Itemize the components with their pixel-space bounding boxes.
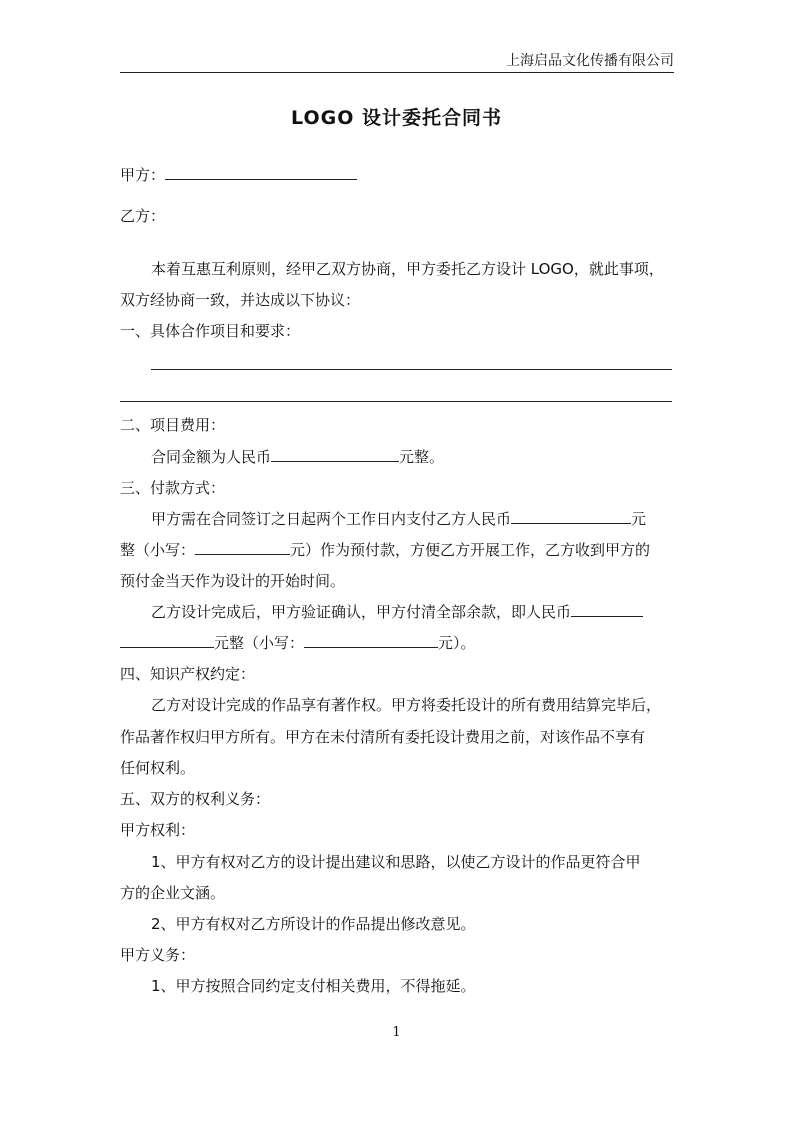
party-b-label: 乙方： bbox=[120, 207, 166, 225]
section-2-heading: 二、项目费用： bbox=[120, 416, 226, 434]
prepay-text: 甲方需在合同签订之日起两个工作日内支付乙方人民币 bbox=[151, 510, 512, 528]
right-1-line-2: 方的企业文涵。 bbox=[120, 884, 226, 902]
ip-line-2: 作品著作权归甲方所有。甲方在未付清所有委托设计费用之前，对该作品不享有 bbox=[120, 728, 646, 746]
balance-small-suffix: 元）。 bbox=[438, 634, 476, 652]
header-divider bbox=[120, 72, 674, 73]
balance-small-label: 元整（小写： bbox=[214, 634, 305, 652]
balance-text: 乙方设计完成后，甲方验证确认，甲方付清全部余款，即人民币 bbox=[151, 603, 572, 621]
party-a-line bbox=[120, 165, 357, 185]
balance-small-blank bbox=[304, 633, 438, 648]
contract-amount-line bbox=[151, 447, 444, 467]
prepay-unit: 元 bbox=[631, 510, 647, 528]
party-a-label: 甲方： bbox=[120, 166, 166, 184]
document-title: LOGO 设计委托合同书 bbox=[291, 107, 502, 129]
right-2: 2、甲方有权对乙方所设计的作品提出修改意见。 bbox=[151, 915, 476, 933]
ip-line-3: 任何权利。 bbox=[120, 759, 196, 777]
balance-amount-blank-1 bbox=[571, 602, 643, 617]
intro-line-1: 本着互惠互利原则，经甲乙双方协商，甲方委托乙方设计 LOGO，就此事项， bbox=[151, 260, 664, 278]
contract-amount-prefix: 合同金额为人民币 bbox=[151, 448, 272, 466]
party-a-rights-label: 甲方权利： bbox=[120, 821, 196, 839]
payment-para1-line1 bbox=[151, 509, 646, 529]
section-1-heading: 一、具体合作项目和要求： bbox=[120, 322, 301, 340]
balance-amount-blank-2 bbox=[120, 633, 214, 648]
prepay-amount-blank bbox=[511, 509, 631, 524]
page-number: 1 bbox=[392, 1025, 401, 1040]
header-company-name: 上海启品文化传播有限公司 bbox=[506, 53, 674, 69]
payment-para1-line3: 预付金当天作为设计的开始时间。 bbox=[120, 572, 346, 590]
prepay-small-suffix: 元）作为预付款，方便乙方开展工作，乙方收到甲方的 bbox=[290, 541, 651, 559]
payment-para2-line2 bbox=[120, 633, 476, 653]
contract-amount-suffix: 元整。 bbox=[399, 448, 445, 466]
right-1-line-1: 1、甲方有权对乙方的设计提出建议和思路，以使乙方设计的作品更符合甲 bbox=[151, 853, 641, 871]
party-a-blank bbox=[165, 165, 357, 180]
intro-line-2: 双方经协商一致，并达成以下协议： bbox=[120, 291, 361, 309]
duty-1: 1、甲方按照合同约定支付相关费用，不得拖延。 bbox=[151, 977, 476, 995]
payment-para1-line2 bbox=[120, 540, 650, 560]
contract-amount-blank bbox=[271, 447, 399, 462]
section-3-heading: 三、付款方式： bbox=[120, 479, 226, 497]
section-1-blank-line-2 bbox=[120, 401, 672, 402]
prepay-small-label: 整（小写： bbox=[120, 541, 196, 559]
section-1-blank-line-1 bbox=[151, 369, 672, 370]
section-5-heading: 五、双方的权利义务： bbox=[120, 790, 271, 808]
ip-line-1: 乙方对设计完成的作品享有著作权。甲方将委托设计的所有费用结算完毕后， bbox=[151, 696, 662, 714]
prepay-small-blank bbox=[195, 540, 290, 555]
party-a-duties-label: 甲方义务： bbox=[120, 946, 196, 964]
section-4-heading: 四、知识产权约定： bbox=[120, 665, 256, 683]
payment-para2-line1 bbox=[151, 602, 643, 622]
